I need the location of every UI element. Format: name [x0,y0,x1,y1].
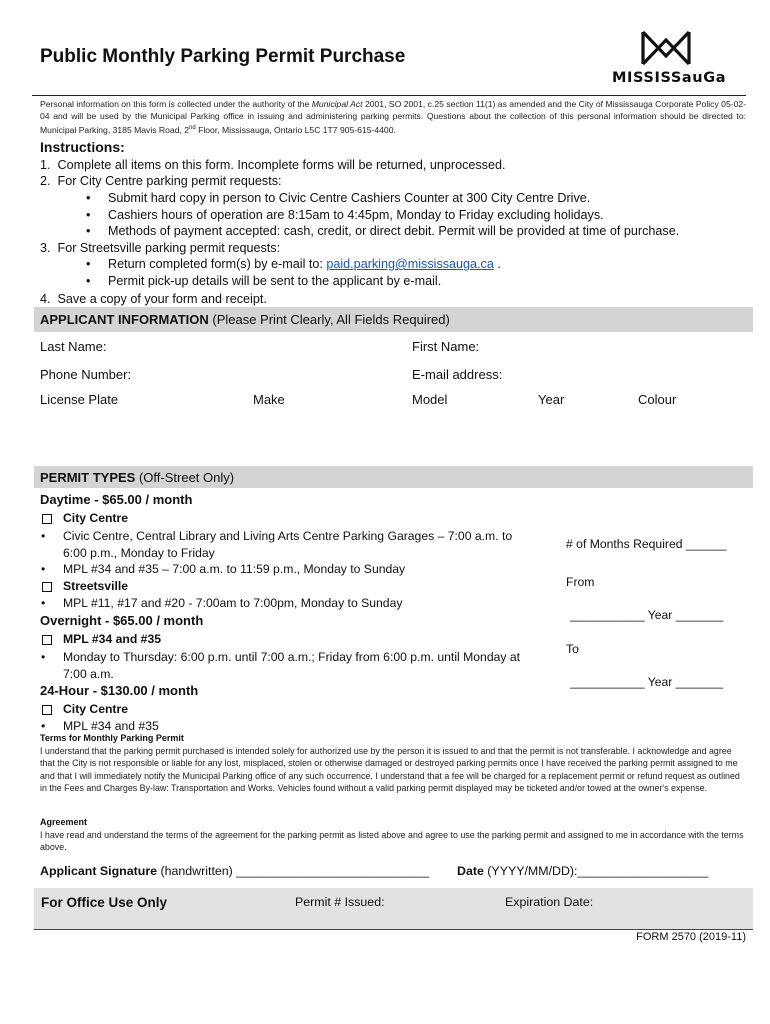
from-year-field[interactable]: ___________ Year _______ [570,608,724,622]
from-label: From [566,575,595,589]
instruction-item: 1. Complete all items on this form. Incomplete forms will be returned, unprocessed. [40,158,506,172]
year-field[interactable]: Year [538,392,565,407]
email-link[interactable]: paid.parking@mississauga.ca [326,257,494,271]
24-hour-heading: 24-Hour - $130.00 / month [40,683,199,698]
terms-body: I understand that the parking permit purchased is intended solely for authorized use by the person it is issued to and that the permit is not transferable. I acknowledge and agree that the City is not responsible or liable for any lost, misplaced, stolen or otherwise damaged or destroyed parking permits once I have received the parking permit assigned to me and that I will immediately notify the Municipal Parking office of any such occurrence. I understand that a fee will be charged for a replacement permit or refund request as outlined in the Fees and Charges By-law: Transportation and Works. Vehicles found without a valid parking permit displayed may be ticketed and/or towed at the owner's expense. [40,746,740,794]
instruction-bullet: • Cashiers hours of operation are 8:15am to 4:45pm, Monday to Friday excluding holidays. [108,207,604,223]
page-title: Public Monthly Parking Permit Purchase [40,46,406,67]
applicant-info-band: APPLICANT INFORMATION (Please Print Clearly, All Fields Required) [34,307,753,332]
city-centre-daytime-checkbox[interactable]: City Centre [63,511,129,525]
phone-number-field[interactable]: Phone Number: [40,367,132,382]
city-centre-24hour-checkbox[interactable]: City Centre [63,702,129,716]
daytime-heading: Daytime - $65.00 / month [40,492,193,507]
form-number: FORM 2570 (2019-11) [636,931,746,943]
terms-heading: Terms for Monthly Parking Permit [40,733,184,743]
to-label: To [566,642,579,656]
license-plate-field[interactable]: License Plate [40,392,119,407]
header-divider [32,95,746,96]
permit-detail: • Monday to Thursday: 6:00 p.m. until 7:00 a.m.; Friday from 6:00 p.m. until Monday at [63,649,520,665]
first-name-field[interactable]: First Name: [412,339,480,354]
mississauga-logo [612,30,727,90]
streetsville-daytime-checkbox[interactable]: Streetsville [63,579,129,593]
last-name-field[interactable]: Last Name: [40,339,107,354]
office-use-title: For Office Use Only [41,895,168,910]
permit-detail: • MPL #11, #17 and #20 - 7:00am to 7:00pm, Monday to Sunday [63,595,402,611]
permit-detail: 6:00 p.m., Monday to Friday [63,546,215,560]
instruction-bullet: • Submit hard copy in person to Civic Centre Cashiers Counter at 300 City Centre Drive. [108,190,590,206]
email-address-field[interactable]: E-mail address: [412,367,503,382]
applicant-signature-field[interactable]: Applicant Signature (handwritten) ____________________________ [40,864,430,878]
to-year-field[interactable]: ___________ Year _______ [570,675,724,689]
permit-detail: • MPL #34 and #35 [63,718,159,734]
overnight-heading: Overnight - $65.00 / month [40,613,204,628]
permit-detail: 7:00 a.m. [63,667,114,681]
logo-wordmark: MISSISSauGa [612,70,727,86]
instructions-heading: Instructions: [40,139,125,155]
instruction-item: 2. For City Centre parking permit requests: [40,174,282,188]
model-field[interactable]: Model [412,392,448,407]
mississauga-logo-mark-icon [640,30,692,66]
instruction-bullet: • Return completed form(s) by e-mail to: paid.parking@mississauga.ca . [108,256,501,272]
make-field[interactable]: Make [253,392,285,407]
agreement-body: I have read and understand the terms of the agreement for the parking permit as listed above and agree to use the parking permit and assigned to me in accordance with the terms above. [40,830,744,853]
expiration-date-label: Expiration Date: [505,895,594,909]
instruction-bullet: • Methods of payment accepted: cash, credit, or direct debit. Permit will be provided at time of purchase. [108,223,679,239]
colour-field[interactable]: Colour [638,392,677,407]
permit-issued-label: Permit # Issued: [295,895,385,909]
agreement-heading: Agreement [40,817,88,827]
instruction-bullet: • Permit pick-up details will be sent to the applicant by e-mail. [108,273,441,289]
overnight-mpl-checkbox[interactable]: MPL #34 and #35 [63,632,161,646]
instruction-item: 4. Save a copy of your form and receipt. [40,292,267,306]
date-field[interactable]: Date (YYYY/MM/DD):___________________ [457,864,709,878]
instruction-item: 3. For Streetsville parking permit requests: [40,241,281,255]
permit-detail: • MPL #34 and #35 – 7:00 a.m. to 11:59 p.m., Monday to Sunday [63,561,405,577]
months-required-field[interactable]: # of Months Required ______ [566,537,727,551]
office-use-section [34,888,753,930]
privacy-notice: Personal information on this form is collected under the authority of the Municipal Act 2001, SO 2001, c.25 section 11(1) as amended and the City of Mississauga Corporate Policy 05-02-04 and will be used by the Municipal Parking office in issuing and administering parking permits. Questions about the collection of this personal information should be directed to: Municipal Parking, 3185 Mavis Road, 2nd Floor, Mississauga, Ontario L5C 1T7 905-615-4400. [40,99,747,135]
permit-detail: • Civic Centre, Central Library and Living Arts Centre Parking Garages – 7:00 a.m. to [63,528,512,544]
permit-types-band: PERMIT TYPES (Off-Street Only) [34,466,753,488]
